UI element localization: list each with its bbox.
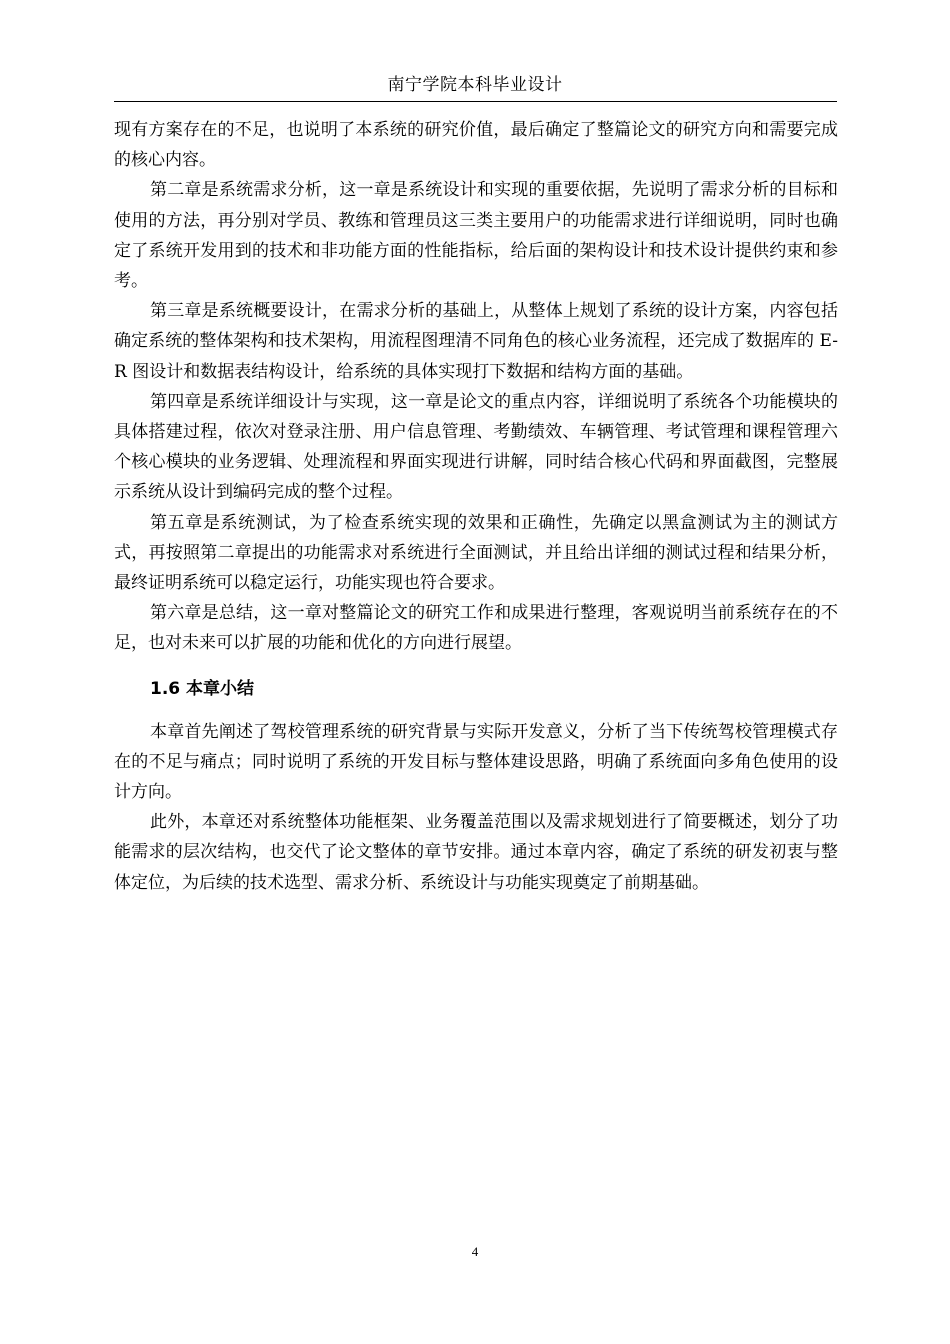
paragraph: 现有方案存在的不足，也说明了本系统的研究价值，最后确定了整篇论文的研究方向和需要完成的核心内容。 <box>114 120 838 171</box>
paragraph: 本章首先阐述了驾校管理系统的研究背景与实际开发意义，分析了当下传统驾校管理模式存在的不足与痛点；同时说明了系统的开发目标与整体建设思路，明确了系统面向多角色使用的设计方向。 <box>114 721 838 803</box>
page-body <box>114 115 838 898</box>
paragraph: 第二章是系统需求分析，这一章是系统设计和实现的重要依据，先说明了需求分析的目标和使用的方法，再分别对学员、教练和管理员这三类主要用户的功能需求进行详细说明，同时也确定了系统开发用到的技术和非功能方面的性能指标，给后面的架构设计和技术设计提供约束和参考。 <box>114 180 838 292</box>
page-number: 4 <box>471 1244 479 1259</box>
section-heading: 1.6 本章小结 <box>150 678 255 699</box>
header-divider <box>114 101 837 102</box>
paragraph: 第四章是系统详细设计与实现，这一章是论文的重点内容，详细说明了系统各个功能模块的具体搭建过程，依次对登录注册、用户信息管理、考勤绩效、车辆管理、考试管理和课程管理六个核心模块的业务逻辑、处理流程和界面实现进行讲解，同时结合核心代码和界面截图，完整展示系统从设计到编码完成的整个过程。 <box>114 391 838 503</box>
paragraph: 第五章是系统测试，为了检查系统实现的效果和正确性，先确定以黑盒测试为主的测试方式，再按照第二章提出的功能需求对系统进行全面测试，并且给出详细的测试过程和结果分析，最终证明系统可以稳定运行，功能实现也符合要求。 <box>114 512 838 594</box>
paragraph: 第三章是系统概要设计，在需求分析的基础上，从整体上规划了系统的设计方案，内容包括确定系统的整体架构和技术架构，用流程图理清不同角色的核心业务流程，还完成了数据库的 E-R 图设计和数据表结构设计，给系统的具体实现打下数据和结构方面的基础。 <box>114 301 838 382</box>
page-header: 南宁学院本科毕业设计 <box>387 75 563 95</box>
paragraph: 第六章是总结，这一章对整篇论文的研究工作和成果进行整理，客观说明当前系统存在的不足，也对未来可以扩展的功能和优化的方向进行展望。 <box>114 603 838 654</box>
paragraph: 此外，本章还对系统整体功能框架、业务覆盖范围以及需求规划进行了简要概述，划分了功能需求的层次结构，也交代了论文整体的章节安排。通过本章内容，确定了系统的研发初衷与整体定位，为后续的技术选型、需求分析、系统设计与功能实现奠定了前期基础。 <box>114 812 838 893</box>
